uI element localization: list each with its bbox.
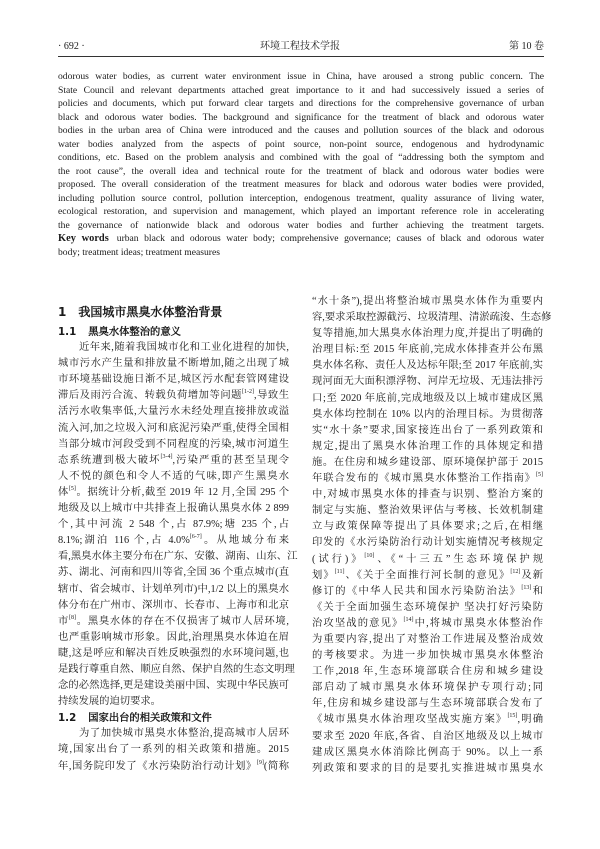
text-line: 流入河,加之垃圾入河和底泥污染严重,使得全国相 bbox=[58, 422, 289, 434]
journal-title: 环境工程技术学报 bbox=[260, 41, 340, 52]
text-line: 市环境基础设施日渐不足,城区污水配套管网建设 bbox=[58, 374, 289, 386]
text-line: 8.1%;湖泊 116 个,占 4.0%[6-7]。从地域分布来 bbox=[58, 534, 290, 547]
text-line: 《关于全面加强生态环境保护 坚决打好污染防 bbox=[312, 601, 543, 613]
text-line: 市[8]。黑臭水体的存在不仅损害了城市人居环境, bbox=[58, 614, 290, 627]
text-line: 为重要内容,提出了对整治工作进展及整治成效 bbox=[312, 633, 543, 645]
text-line: 念的必然选择,更是建设美丽中国、实现中华民族可 bbox=[58, 680, 289, 692]
keywords-text: urban black and odorous water body; comprehensive governance; causes of black and odorous water bbox=[116, 233, 545, 244]
text-line: the root cause”, the overall idea and technical route for the treatment of black and odorous water bodies were bbox=[58, 165, 544, 177]
text-line: 中,对城市黑臭水体的排查与识别、整治方案的 bbox=[312, 489, 543, 501]
citation-ref[interactable]: [15] bbox=[507, 713, 518, 720]
text-line: 近年来,随着我国城市化和工业化进程的加快, bbox=[79, 342, 289, 354]
english-abstract bbox=[58, 70, 544, 259]
keywords-line: body; treatment ideas; treatment measures bbox=[58, 246, 220, 258]
text-line: ecological restoration, and supervision and management, which played an important reference role in accelerating bbox=[58, 206, 544, 217]
text-line: 活污水收集率低,大量污水未经处理直接排放或溢 bbox=[58, 406, 289, 418]
text-line: the governance of nationwide black and odorous water bodies and further achieving the treatment targets. bbox=[58, 219, 544, 231]
citation-ref[interactable]: [13] bbox=[521, 584, 532, 591]
header-rule bbox=[58, 56, 544, 57]
text-line: bodies in the urban area of China were introduced and the causes and pollution sources of the black and odorous bbox=[58, 125, 544, 136]
text-line: 是践行尊重自然、顺应自然、保护自然的生态文明理 bbox=[58, 663, 295, 675]
text-line: 体分布在广州市、深圳市、长春市、上海市和北京 bbox=[58, 599, 289, 611]
citation-ref[interactable]: [9] bbox=[256, 759, 264, 766]
text-line: 的考核要求。为进一步加快城市黑臭水体整治 bbox=[312, 650, 543, 662]
text-line: 滞后及雨污合流、转载负荷增加等问题[1-2],导致生 bbox=[58, 389, 290, 402]
text-line: 为了加快城市黑臭水体整治,提高城市人居环 bbox=[79, 728, 289, 740]
text-line: 口;至 2020 年底前,完成地级及以上城市建成区黑 bbox=[312, 392, 543, 404]
citation-ref[interactable]: [12] bbox=[510, 568, 521, 575]
citation-ref[interactable]: [6-7] bbox=[189, 534, 202, 541]
text-line: 印发的《水污染防治行动计划实施情况考核规定 bbox=[312, 537, 543, 549]
citation-ref[interactable]: [3-4] bbox=[160, 453, 173, 460]
keywords-line bbox=[58, 232, 544, 246]
text-line: 列政策和要求的目的是要扎实推进城市黑臭水 bbox=[312, 762, 543, 774]
text-line: 苏、湖北、河南和四川等省,全国 36 个重点城市(直 bbox=[58, 567, 289, 579]
text-line: 辖市、省会城市、计划单列市)中,1/2 以上的黑臭水 bbox=[58, 583, 289, 595]
text-line: 年,住房和城乡建设部与生态环境部联合发布了 bbox=[312, 698, 543, 710]
left-column bbox=[58, 324, 298, 775]
text-line: 城市污水产生量和排放量不断增加,随之出现了城 bbox=[58, 358, 289, 370]
text-line: 《城市黑臭水体治理攻坚战实施方案》[15],明确 bbox=[312, 713, 544, 726]
text-line: 部启动了城市黑臭水体环境保护专项行动;同 bbox=[312, 682, 543, 694]
text-line: black and odorous water bodies. The background and significance for the treatment of black and odorous water bbox=[58, 111, 544, 123]
text-line: “水十条”),提出将整治城市黑臭水体作为重要内 bbox=[312, 296, 543, 307]
citation-ref[interactable]: [8] bbox=[69, 614, 77, 621]
subsection-title: 黑臭水体整治的意义 bbox=[88, 326, 181, 338]
subsection-number: 1.1 bbox=[58, 326, 77, 338]
text-line: 睫,这是呼应和解决百姓反映强烈的水环境问题,也 bbox=[58, 647, 289, 659]
text-line: conditions, etc. Based on the problem analysis and combined with the goal of “addressing both the symptom and bbox=[58, 152, 544, 163]
section-number: 1 bbox=[58, 305, 67, 319]
text-line: 臭水体均控制在 10% 以内的治理目标。为贯彻落 bbox=[312, 408, 543, 420]
paragraph bbox=[58, 340, 298, 710]
text-line: 工作,2018 年,生态环境部联合住房和城乡建设 bbox=[312, 666, 543, 678]
text-line: 容,要求采取控源截污、垃圾清理、清淤疏浚、生态修 bbox=[312, 312, 552, 324]
page-number: · 692 · bbox=[58, 41, 85, 52]
citation-ref[interactable]: [5] bbox=[536, 472, 543, 479]
text-line: proposed. The overall consideration of the treatment measures for black and odorous water bodies were provided, bbox=[58, 179, 544, 190]
text-line: 治理目标:至 2015 年底前,完成水体排查并公布黑 bbox=[312, 344, 543, 356]
subsection-heading bbox=[58, 710, 289, 726]
text-line: 地级及以上城市中共排查上报确认黑臭水体 2 899 bbox=[58, 503, 289, 515]
text-line: 实“水十条”要求,国家接连出台了一系列政策和 bbox=[312, 424, 543, 436]
text-line: (试行)》[10]、《“十三五”生态环境保护规 bbox=[312, 552, 543, 565]
text-line: 年联合发布的《城市黑臭水体整治工作指南》[5] bbox=[312, 472, 543, 485]
paragraph-continued bbox=[312, 294, 552, 777]
text-line: 体[5]。据统计分析,截至 2019 年 12 月,全国 295 个 bbox=[58, 485, 289, 498]
citation-ref[interactable]: [11] bbox=[334, 568, 345, 575]
text-line: 臭水体名称、责任人及达标年限;至 2017 年底前,实 bbox=[312, 360, 543, 372]
text-line: 也严重影响城市形象。因此,治理黑臭水体迫在眉 bbox=[58, 631, 289, 643]
text-line: 治攻坚战的意见》[14]中,将城市黑臭水体整治作 bbox=[312, 616, 544, 629]
text-line: 个,其中河流 2 548 个,占 87.9%;塘 235 个,占 bbox=[58, 519, 289, 531]
subsection-number: 1.2 bbox=[58, 712, 77, 725]
text-line: 持续发展的迫切要求。 bbox=[58, 696, 161, 708]
paragraph bbox=[58, 726, 289, 774]
text-line: State Council and relevant departments attached great importance to it and had successively issued a series of bbox=[58, 84, 544, 96]
text-line: 当部分城市河段受到不同程度的污染,城市河道生 bbox=[58, 438, 289, 450]
text-line: 境,国家出台了一系列的相关政策和措施。2015 bbox=[58, 744, 289, 756]
text-line: 态系统遭到极大破坏[3-4],污染严重的甚至呈现令 bbox=[58, 453, 289, 466]
text-line: 年,国务院印发了《水污染防治行动计划》[9](简称 bbox=[58, 759, 289, 772]
section-title: 我国城市黑臭水体整治背景 bbox=[78, 305, 223, 319]
abstract-text bbox=[58, 70, 544, 232]
text-line: 规定,提出了黑臭水体治理工作的具体规定和措 bbox=[312, 440, 543, 452]
citation-ref[interactable]: [5] bbox=[68, 485, 76, 492]
text-line: policies and documents, which put forward clear targets and directions for the comprehensive governance of urban bbox=[58, 98, 544, 109]
text-line: 制定与实施、整治效果评估与考核、长效机制建 bbox=[312, 505, 543, 517]
text-line: 人不悦的颜色和令人不适的气味,即产生黑臭水 bbox=[58, 470, 289, 482]
citation-ref[interactable]: [1-2] bbox=[241, 389, 254, 396]
text-line: 建成区黑臭水体消除比例高于 90%。以上一系 bbox=[312, 746, 543, 758]
text-line: 复等措施,加大黑臭水体治理力度,并提出了明确的 bbox=[312, 328, 543, 340]
text-line: 施。在住房和城乡建设部、原环境保护部于 2015 bbox=[312, 456, 543, 468]
keywords-label: Key words bbox=[58, 233, 109, 244]
text-line: 现河面无大面积漂浮物、河岸无垃圾、无违法排污 bbox=[312, 376, 543, 388]
subsection-title: 国家出台的相关政策和文件 bbox=[88, 712, 212, 725]
citation-ref[interactable]: [10] bbox=[364, 552, 375, 559]
text-line: 划》[11]、《关于全面推行河长制的意见》[12]及新 bbox=[312, 568, 544, 581]
text-line: 看,黑臭水体主要分布在广东、安徽、湖南、山东、江 bbox=[58, 551, 298, 563]
citation-ref[interactable]: [14] bbox=[403, 616, 414, 623]
text-line: water bodies analyzed from the aspects of point source, non-point source, endogenous and hydrodynamic bbox=[58, 138, 544, 150]
text-line: odorous water bodies, as current water environment issue in China, have aroused a strong public concern. The bbox=[58, 71, 544, 82]
right-column bbox=[312, 294, 552, 777]
text-line: 要求至 2020 年底,各省、自治区地级及以上城市 bbox=[312, 730, 543, 742]
subsection-heading bbox=[58, 324, 289, 340]
text-line: 立与政策保障等提出了具体要求;之后,在相继 bbox=[312, 521, 543, 533]
section-heading bbox=[58, 303, 222, 321]
volume-label: 第 10 卷 bbox=[509, 41, 544, 52]
text-line: including pollution source control, pollution interception, endogenous treatment, quality assurance of living water, bbox=[58, 192, 544, 204]
text-line: 修订的《中华人民共和国水污染防治法》[13]和 bbox=[312, 584, 544, 597]
